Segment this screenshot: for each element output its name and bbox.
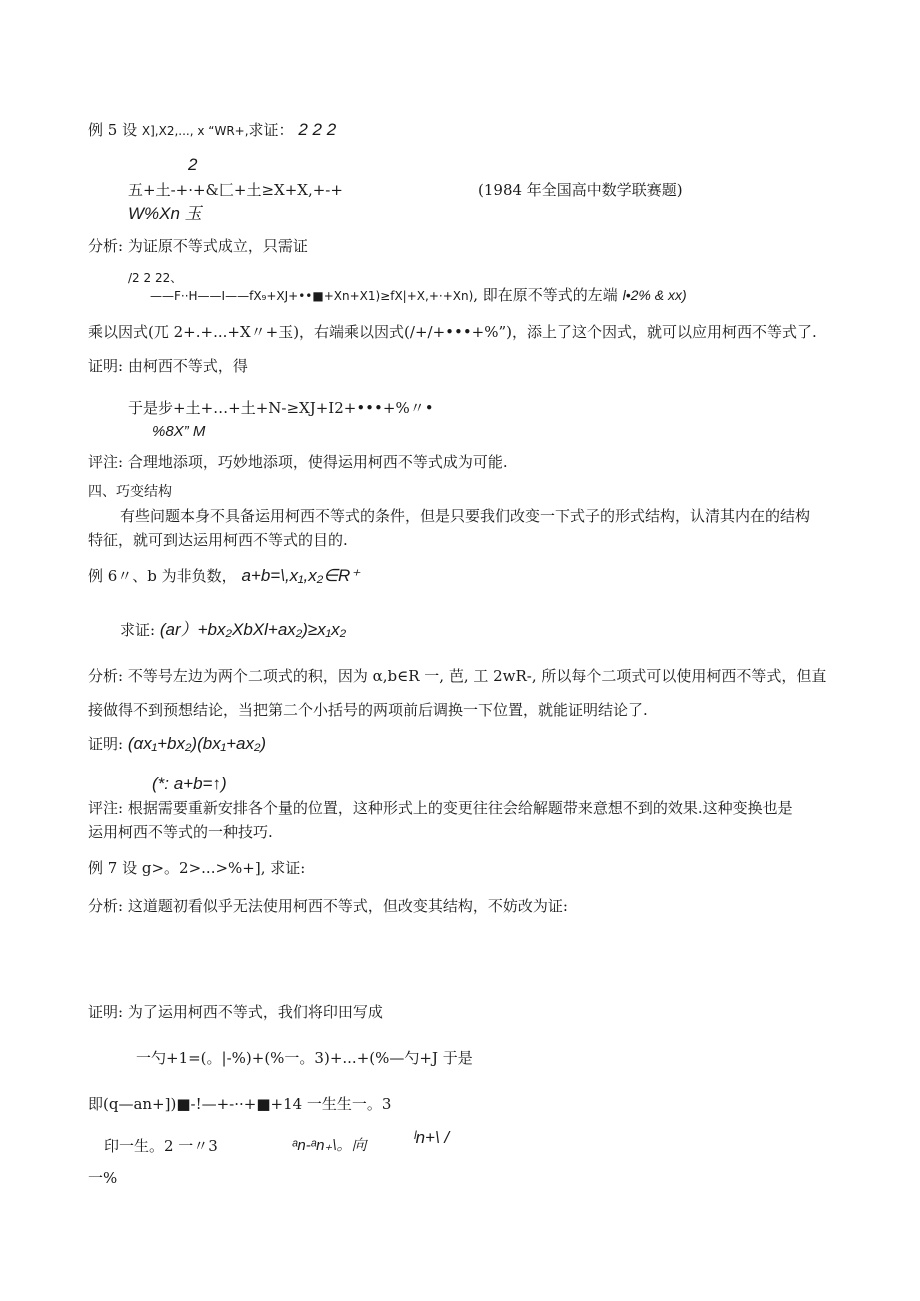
example-5-denominators: W%Xn 玉 — [128, 204, 202, 223]
analysis-1-label: 分析: — [88, 237, 124, 255]
analysis-2-text-1: 不等号左边为两个二项式的积，因为 α,b∈R 一, 芭, 工 2wR-, 所以每个二项式可以使用柯西不等式，但直 — [127, 667, 827, 685]
proof-2-label: 证明: — [88, 735, 124, 753]
proof-3-text: 为了运用柯西不等式，我们将印田写成 — [127, 1003, 383, 1021]
comment-2-label: 评注: — [88, 799, 124, 817]
prove-6-label: 求证: — [120, 621, 156, 639]
comment-2-line-1 — [88, 798, 793, 818]
proof-1-text: 由柯西不等式，得 — [127, 357, 248, 375]
section-4-heading: 四、巧变结构 — [88, 484, 172, 500]
proof-2-line — [88, 734, 266, 754]
comment-2-text-1: 根据需要重新安排各个量的位置，这种形式上的变更往往会给解题带来意想不到的效果.这种变换也是 — [127, 799, 793, 817]
inequality-1-note: , 即在原不等式的左端 — [473, 286, 618, 304]
prove-6-line — [120, 620, 346, 640]
proof-3-label: 证明: — [88, 1003, 124, 1021]
prove-6-formula: (ar）+bx₂XbXl+ax₂)≥x₁x₂ — [159, 620, 347, 639]
formula-7c-part-3: ˡn+\ / — [414, 1128, 450, 1147]
analysis-3 — [88, 896, 568, 916]
paragraph-2-line-2: 特征，就可到达运用柯西不等式的目的. — [88, 531, 348, 549]
comment-1 — [88, 452, 508, 472]
example-6-label: 例 6〃、b 为非负数， — [88, 567, 237, 585]
paragraph-1: 乘以因式(兀 2+.+...+X〃+玉)，右端乘以因式(/+/+•••+%”)，添上了这个因式，就可以应用柯西不等式了. — [88, 323, 817, 341]
example-7-line — [88, 858, 305, 878]
then-1-denominators: %8X” M — [152, 423, 206, 440]
example-6-formula: a+b=\,x₁,x₂∈R⁺ — [241, 566, 360, 585]
example-5-superscript: 2 — [188, 155, 198, 174]
analysis-1-text: 为证原不等式成立，只需证 — [127, 237, 308, 255]
formula-7c-part-2: ᵃn-ᵃn₊\。向 — [292, 1137, 367, 1154]
example-5-label: 例 5 设 — [88, 121, 138, 139]
comment-1-label: 评注: — [88, 453, 124, 471]
comment-2-line-2: 运用柯西不等式的一种技巧. — [88, 823, 273, 841]
example-5-source: (1984 年全国高中数学联赛题) — [478, 181, 683, 199]
example-5-line — [88, 120, 336, 141]
then-1-formula: 于是步+土+…+土+N-≥XJ+I2+•••+%〃• — [128, 399, 434, 417]
formula-7c-part-1: 印一生。2 一〃3 — [104, 1137, 218, 1155]
proof-2-formula: (αx₁+bx₂)(bx₁+ax₂) — [127, 734, 267, 753]
formula-7d: 一% — [88, 1169, 118, 1187]
analysis-2-line-2: 接做得不到预想结论，当把第二个小括号的两项前后调换一下位置，就能证明结论了. — [88, 701, 648, 719]
proof-3 — [88, 1002, 383, 1022]
formula-7a: 一勺+1=(。|-%)+(%一。3)+...+(%—勺+J 于是 — [136, 1049, 473, 1067]
analysis-2-line-1 — [88, 666, 826, 686]
analysis-3-label: 分析: — [88, 897, 124, 915]
example-5-exponents: 2 2 2 — [298, 120, 337, 139]
paragraph-2-line-1: 有些问题本身不具备运用柯西不等式的条件，但是只要我们改变一下式子的形式结构，认清其内在的结构 — [120, 507, 811, 525]
analysis-3-text: 这道题初看似乎无法使用柯西不等式，但改变其结构，不妨改为证: — [127, 897, 568, 915]
inequality-1-tail: l•2% & xx) — [622, 287, 687, 303]
example-5-formula: 五+土-+·+&匚+土≥X+X,+-+ — [128, 181, 343, 199]
analysis-1 — [88, 236, 308, 256]
example-5-vars: X],X2,..., x “WR+, — [141, 124, 249, 138]
comment-1-text: 合理地添项，巧妙地添项，使得运用柯西不等式成为可能. — [127, 453, 508, 471]
inequality-1-line — [150, 285, 687, 306]
example-5-prove-label: 求证： — [248, 121, 294, 139]
star-condition: (*: a+b=↑) — [152, 774, 227, 793]
inequality-1-formula: ——F··H——I——fX₉+XJ+••■+Xn+X1)≥fX|+X,+·+Xn) — [150, 289, 474, 303]
formula-7b: 即(q—an+])■-!—+-··+■+14 一生生一。3 — [88, 1095, 392, 1113]
proof-1-label: 证明: — [88, 357, 124, 375]
example-7-text: g>。2>...>%+], 求证: — [141, 859, 306, 877]
inequality-1-superscripts: /2 2 22、 — [128, 271, 183, 285]
analysis-2-label: 分析: — [88, 667, 124, 685]
example-6-line — [88, 566, 359, 586]
example-7-label: 例 7 设 — [88, 859, 138, 877]
proof-1 — [88, 356, 248, 376]
